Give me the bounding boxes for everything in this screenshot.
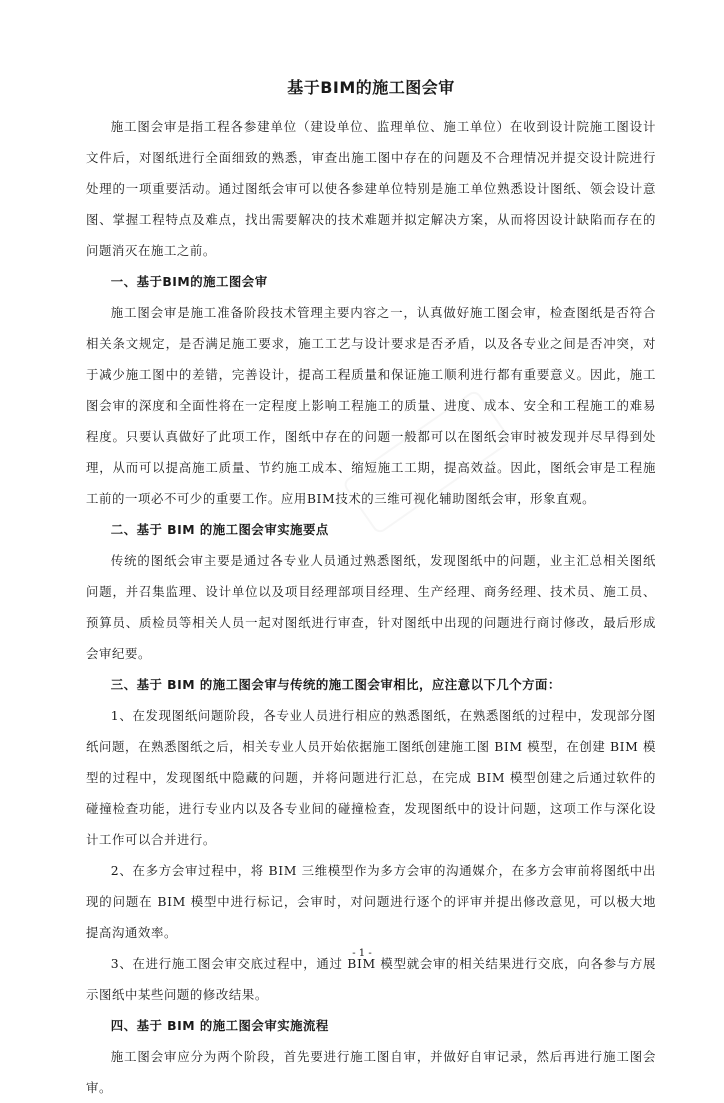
document-title: 基于BIM的施工图会审 [287,78,455,97]
section-4-heading: 四、基于 BIM 的施工图会审实施流程 [110,1018,329,1033]
section-3-paragraph-2: 2、在多方会审过程中，将 BIM 三维模型作为多方会审的沟通媒介，在多方会审前将图纸中出现的问题在 BIM 模型中进行标记，会审时，对问题进行逐个的评审并提出修改意见，可以极大地提高沟通效率。 [86,863,656,940]
intro-paragraph: 施工图会审是指工程各参建单位（建设单位、监理单位、施工单位）在收到设计院施工图设计文件后，对图纸进行全面细致的熟悉，审查出施工图中存在的问题及不合理情况并提交设计院进行处理的一项重要活动。通过图纸会审可以使各参建单位特别是施工单位熟悉设计图纸、领会设计意图、掌握工程特点及难点，找出需要解决的技术难题并拟定解决方案，从而将因设计缺陷而存在的问题消灭在施工之前。 [86,119,656,258]
page-number: - 1 - [352,948,372,959]
section-3-paragraph-3: 3、在进行施工图会审交底过程中，通过 BIM 模型就会审的相关结果进行交底，向各参与方展示图纸中某些问题的修改结果。 [86,956,656,1002]
section-2-heading: 二、基于 BIM 的施工图会审实施要点 [110,522,329,537]
section-2-paragraph: 传统的图纸会审主要是通过各专业人员通过熟悉图纸，发现图纸中的问题，业主汇总相关图纸问题，并召集监理、设计单位以及项目经理部项目经理、生产经理、商务经理、技术员、施工员、预算员、质检员等相关人员一起对图纸进行审查，针对图纸中出现的问题进行商讨修改，最后形成会审纪要。 [86,553,656,661]
section-1-paragraph: 施工图会审是施工准备阶段技术管理主要内容之一，认真做好施工图会审，检查图纸是否符合相关条文规定，是否满足施工要求，施工工艺与设计要求是否矛盾，以及各专业之间是否冲突，对于减少施工图中的差错，完善设计，提高工程质量和保证施工顺利进行都有重要意义。因此，施工图会审的深度和全面性将在一定程度上影响工程施工的质量、进度、成本、安全和工程施工的难易程度。只要认真做好了此项工作，图纸中存在的问题一般都可以在图纸会审时被发现并尽早得到处理，从而可以提高施工质量、节约施工成本、缩短施工工期，提高效益。因此，图纸会审是工程施工前的一项必不可少的重要工作。应用BIM技术的三维可视化辅助图纸会审，形象直观。 [86,305,656,506]
section-1-heading: 一、基于BIM的施工图会审 [110,274,268,289]
section-3-paragraph-1: 1、在发现图纸问题阶段，各专业人员进行相应的熟悉图纸，在熟悉图纸的过程中，发现部分图纸问题，在熟悉图纸之后，相关专业人员开始依据施工图纸创建施工图 BIM 模型，在创建 BIM 模型的过程中，发现图纸中隐藏的问题，并将问题进行汇总，在完成 BIM 模型创建之后通过软件的碰撞检查功能，进行专业内以及各专业间的碰撞检查，发现图纸中的设计问题，这项工作与深化设计工作可以合并进行。 [86,708,656,847]
section-4-paragraph: 施工图会审应分为两个阶段，首先要进行施工图自审，并做好自审记录，然后再进行施工图会审。 [86,1049,656,1095]
section-3-heading: 三、基于 BIM 的施工图会审与传统的施工图会审相比，应注意以下几个方面： [110,677,561,692]
